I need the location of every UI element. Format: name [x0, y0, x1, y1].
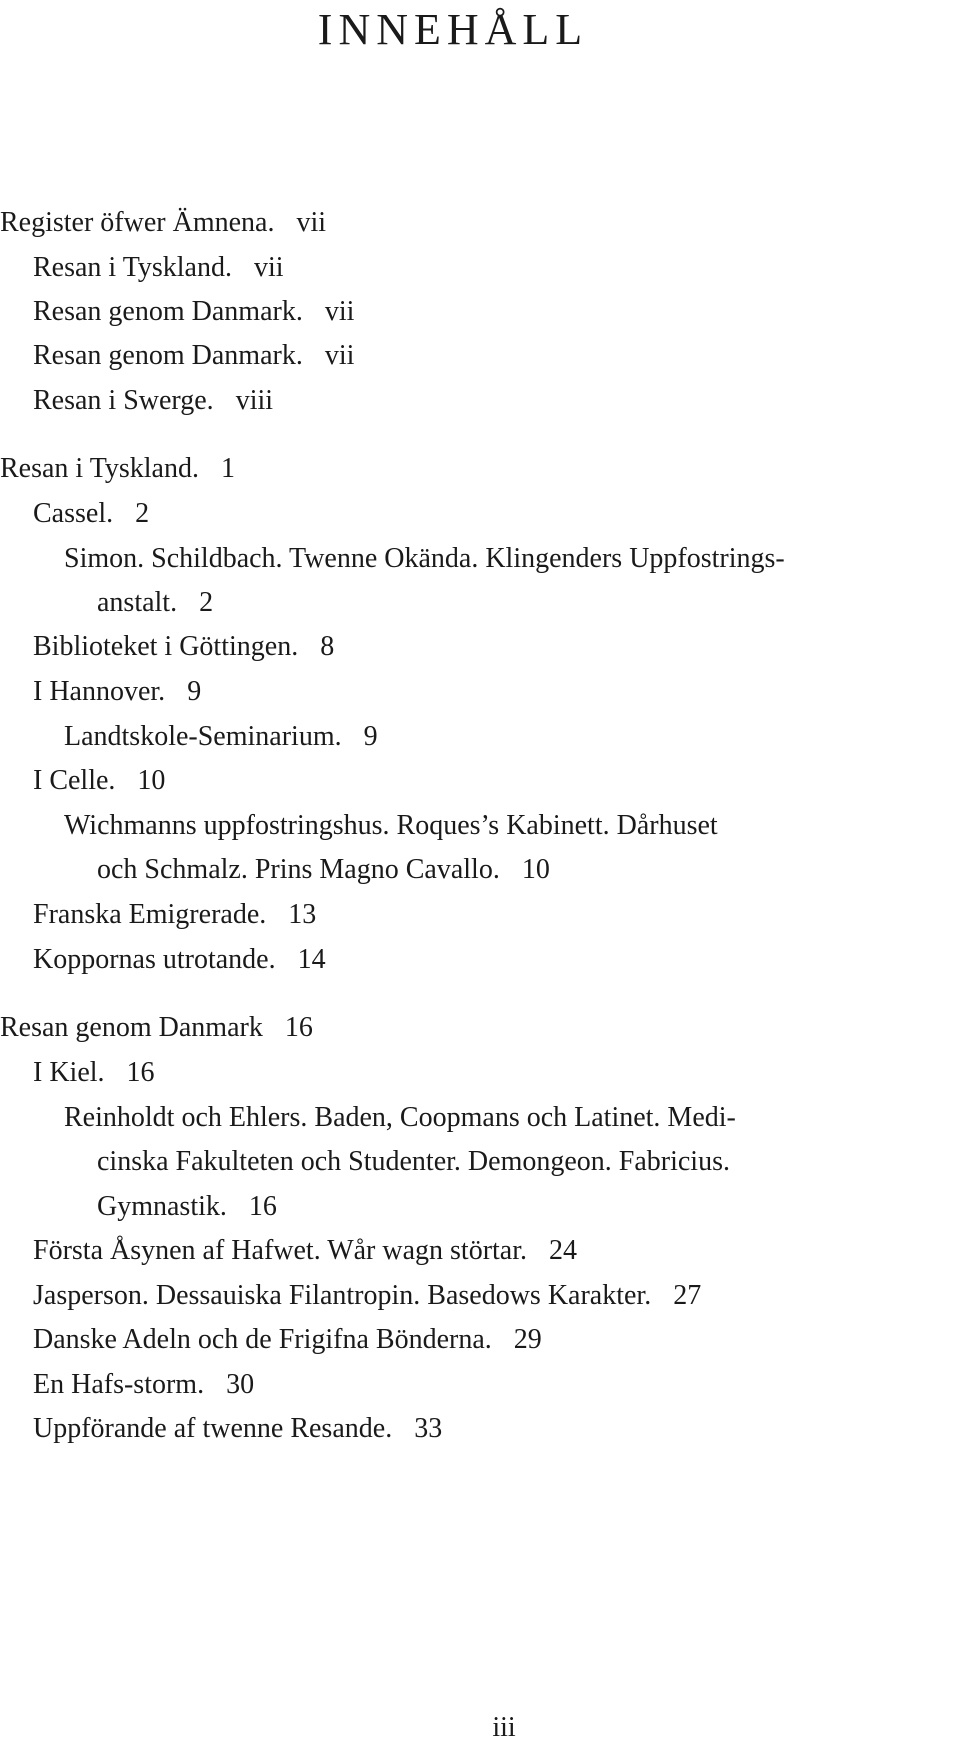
toc-entry-title: Jasperson. Dessauiska Filantropin. Basedows Karakter. — [33, 1280, 652, 1311]
page-title: INNEHÅLL — [317, 5, 589, 54]
toc-entry[interactable] — [33, 339, 354, 373]
toc-entry[interactable] — [33, 764, 165, 798]
toc-entry-title: Resan i Tyskland. — [0, 453, 199, 484]
toc-entry-title: Resan i Swerge. — [33, 385, 214, 416]
toc-entry[interactable] — [33, 1056, 155, 1090]
toc-entry-page: 16 — [126, 1057, 155, 1088]
toc-section-heading[interactable] — [0, 1011, 313, 1045]
toc-entry-title: Register öfwer Ämnena. — [0, 207, 275, 238]
toc-entry-title: Koppornas utrotande. — [33, 944, 276, 975]
toc-entry-title: Uppförande af twenne Resande. — [33, 1413, 393, 1444]
toc-subentry[interactable] — [64, 720, 378, 754]
toc-entry[interactable] — [33, 675, 201, 709]
toc-entry-title: Första Åsynen af Hafwet. Wår wagn störtar. — [33, 1235, 528, 1266]
toc-entry-page: vii — [324, 296, 355, 327]
toc-entry-page: 1 — [220, 453, 235, 484]
toc-subentry[interactable] — [64, 1101, 736, 1135]
toc-entry-title: Cassel. — [33, 498, 114, 529]
toc-entry-page: 29 — [513, 1324, 542, 1355]
toc-entry[interactable] — [33, 1368, 254, 1402]
toc-entry-page: 30 — [226, 1369, 255, 1400]
toc-entry-title: I Kiel. — [33, 1057, 105, 1088]
toc-entry-page: vii — [296, 207, 327, 238]
toc-entry-page: 24 — [549, 1235, 578, 1266]
toc-entry[interactable] — [33, 943, 326, 977]
toc-entry[interactable] — [33, 630, 334, 664]
toc-entry-page: 14 — [297, 944, 326, 975]
toc-entry-title: Resan i Tyskland. — [33, 252, 232, 283]
toc-entry-page: 10 — [137, 765, 166, 796]
toc-subentry[interactable] — [64, 809, 718, 843]
toc-entry-page: 9 — [363, 721, 378, 752]
page-number: iii — [492, 1712, 516, 1743]
toc-entry-page: 33 — [414, 1413, 443, 1444]
toc-entry-title: Resan genom Danmark. — [33, 340, 303, 371]
toc-entry-page: 2 — [135, 498, 150, 529]
toc-entry-page: 2 — [199, 587, 214, 618]
toc-entry-title: cinska Fakulteten och Studenter. Demongeon. Fabricius. — [97, 1146, 730, 1177]
toc-entry-title: I Hannover. — [33, 676, 166, 707]
toc-subentry[interactable] — [64, 542, 785, 576]
toc-entry-page: 9 — [187, 676, 202, 707]
toc-entry-title: Danske Adeln och de Frigifna Bönderna. — [33, 1324, 492, 1355]
toc-entry-title: En Hafs-storm. — [33, 1369, 205, 1400]
toc-subentry-continuation[interactable] — [97, 1190, 277, 1224]
toc-entry[interactable] — [33, 295, 354, 329]
toc-entry-page: 16 — [284, 1012, 313, 1043]
toc-entry[interactable] — [33, 898, 316, 932]
toc-entry-title: Biblioteket i Göttingen. — [33, 631, 299, 662]
toc-entry-page: 10 — [521, 854, 550, 885]
toc-entry[interactable] — [33, 1323, 542, 1357]
toc-entry-title: Resan genom Danmark — [0, 1012, 263, 1043]
toc-subentry-continuation[interactable] — [97, 853, 550, 887]
toc-entry-page: viii — [235, 385, 274, 416]
toc-entry-title: I Celle. — [33, 765, 116, 796]
toc-entry-title: Landtskole-Seminarium. — [64, 721, 342, 752]
toc-entry-page: 27 — [673, 1280, 702, 1311]
toc-subentry-continuation[interactable] — [97, 1145, 730, 1179]
toc-entry-title: anstalt. — [97, 587, 178, 618]
toc-entry-page: 16 — [248, 1191, 277, 1222]
toc-entry-page: 13 — [288, 899, 317, 930]
toc-entry-page: 8 — [320, 631, 335, 662]
toc-entry-title: och Schmalz. Prins Magno Cavallo. — [97, 854, 500, 885]
toc-entry[interactable] — [33, 251, 284, 285]
toc-entry-title: Resan genom Danmark. — [33, 296, 303, 327]
toc-entry[interactable] — [33, 1412, 442, 1446]
toc-entry[interactable] — [33, 1279, 701, 1313]
toc-entry[interactable] — [33, 497, 149, 531]
toc-entry-title: Wichmanns uppfostringshus. Roques’s Kabinett. Dårhuset — [64, 810, 718, 841]
toc-entry[interactable] — [33, 1234, 577, 1268]
toc-entry-title: Gymnastik. — [97, 1191, 227, 1222]
toc-section-heading[interactable] — [0, 452, 235, 486]
toc-entry-title: Simon. Schildbach. Twenne Okända. Klingenders Uppfostrings- — [64, 543, 785, 574]
toc-entry-page: vii — [324, 340, 355, 371]
toc-entry-title: Reinholdt och Ehlers. Baden, Coopmans och Latinet. Medi- — [64, 1102, 736, 1133]
toc-subentry-continuation[interactable] — [97, 586, 213, 620]
toc-entry-page: vii — [253, 252, 284, 283]
toc-entry[interactable] — [0, 206, 326, 240]
toc-entry[interactable] — [33, 384, 273, 418]
toc-entry-title: Franska Emigrerade. — [33, 899, 267, 930]
